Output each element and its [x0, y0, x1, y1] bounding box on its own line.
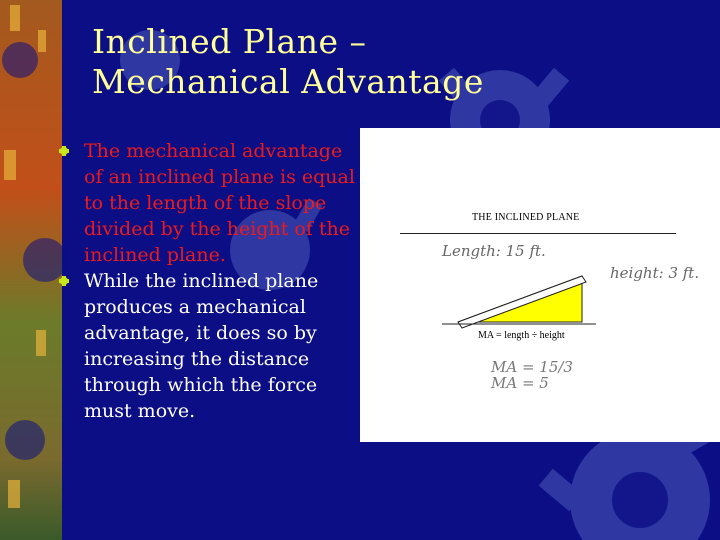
inclined-plane-diagram	[360, 128, 720, 442]
length-label: Length: 15 ft.	[442, 242, 546, 260]
bullet-text-1: The mechanical advantage of an inclined plane is equal to the length of the slope divided by the height of the inclined plane.	[84, 140, 355, 266]
slide-title-line-2: Mechanical Advantage	[92, 62, 484, 101]
bullet-marker-icon	[59, 146, 69, 156]
calculation-line-2: MA = 5	[491, 374, 549, 392]
inclined-plane-figure	[360, 128, 720, 442]
slide-title-line-1: Inclined Plane –	[92, 22, 367, 61]
height-label: height: 3 ft.	[610, 264, 700, 282]
formula-text: MA = length ÷ height	[478, 330, 565, 341]
bullet-text-2: While the inclined plane produces a mechanical advantage, it does so by increasing the distance through which the force must move.	[84, 270, 319, 422]
slide-title	[92, 22, 692, 102]
figure-title: THE INCLINED PLANE	[472, 212, 580, 223]
calculation-line-1: MA = 15/3	[491, 358, 573, 376]
bullet-item-2	[58, 268, 358, 424]
bullet-marker-icon	[59, 276, 69, 286]
bullet-item-1	[58, 138, 358, 268]
bullet-list	[58, 138, 358, 424]
